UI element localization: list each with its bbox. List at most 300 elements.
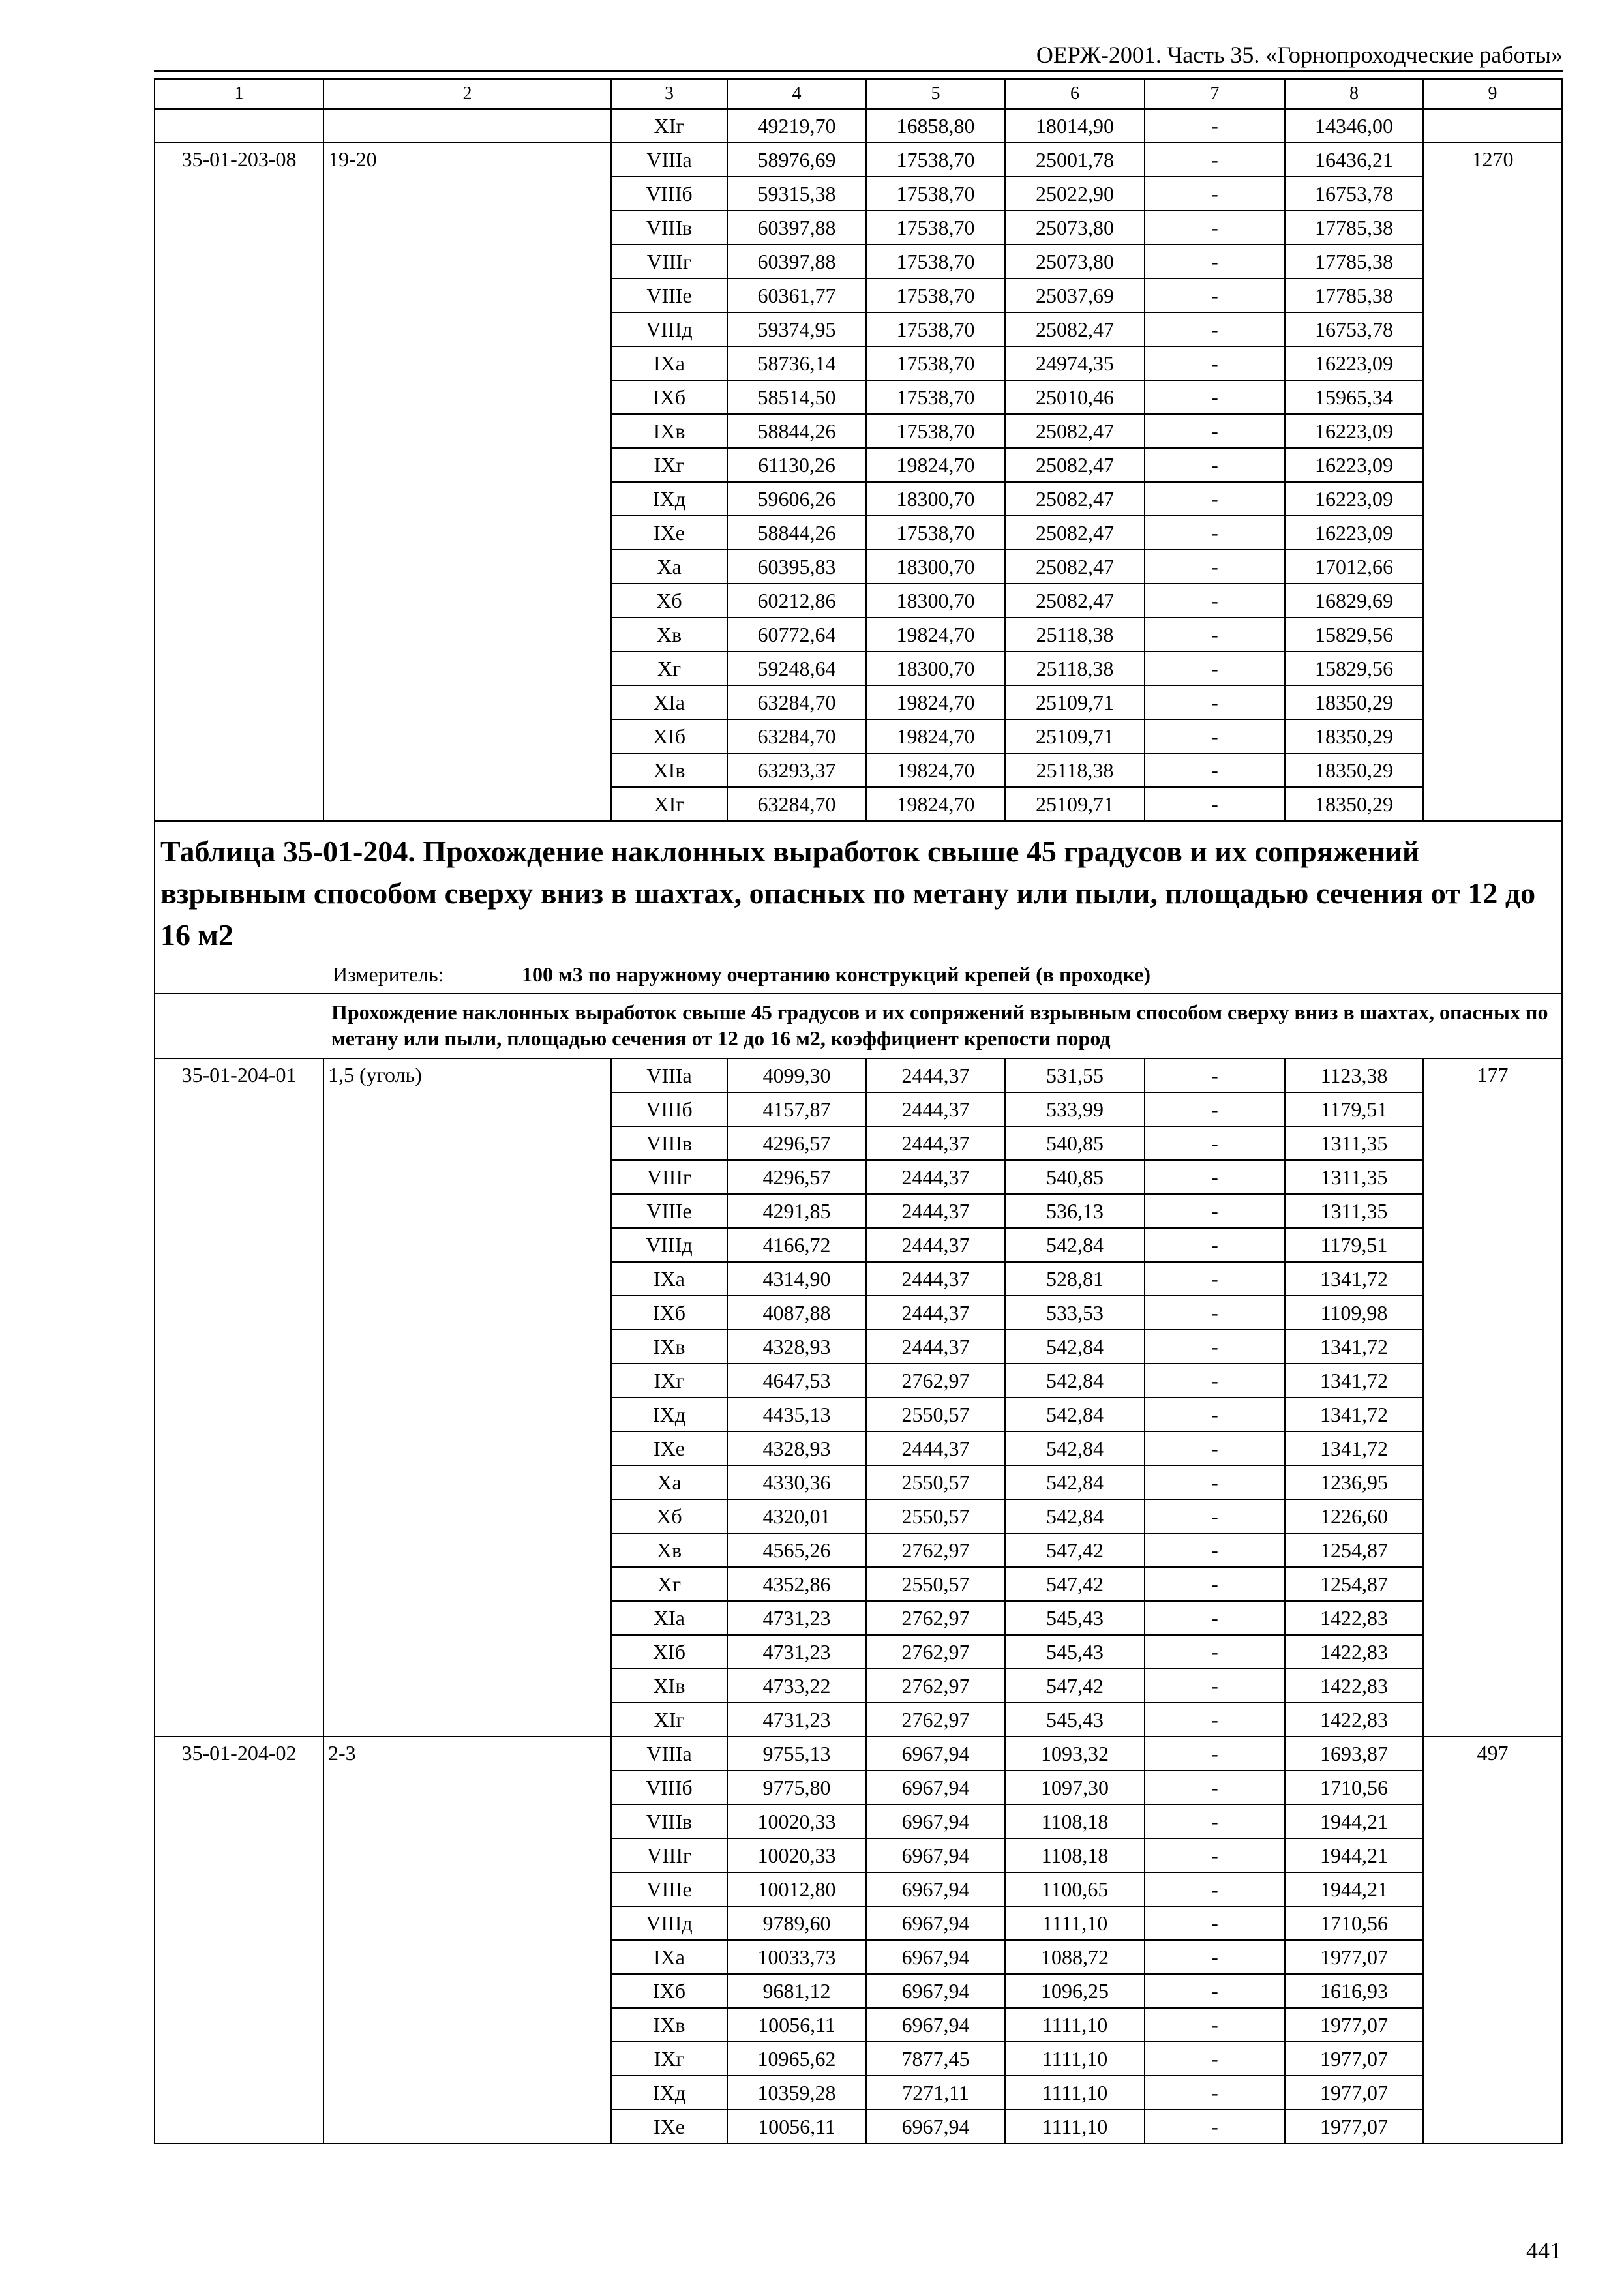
value-cell-c8: 16223,09 (1285, 414, 1423, 448)
value-cell-c4: 9755,13 (727, 1737, 866, 1771)
value-cell-c5: 18300,70 (866, 584, 1005, 618)
value-cell-c5: 2444,37 (866, 1160, 1005, 1194)
value-cell-c7: - (1145, 584, 1285, 618)
value-cell-c4: 4157,87 (727, 1092, 866, 1126)
value-cell-c6: 542,84 (1005, 1228, 1145, 1262)
value-cell-c6: 25118,38 (1005, 618, 1145, 651)
value-cell-c4: 58976,69 (727, 143, 866, 177)
value-cell-c7: - (1145, 651, 1285, 685)
value-cell-c3: VIIIд (611, 1228, 727, 1262)
value-cell-c6: 547,42 (1005, 1567, 1145, 1601)
value-cell-c4: 10359,28 (727, 2076, 866, 2110)
value-cell-c8: 18350,29 (1285, 787, 1423, 821)
value-cell-c4: 10965,62 (727, 2042, 866, 2076)
value-cell-c3: Xб (611, 1499, 727, 1533)
value-cell-c6: 542,84 (1005, 1364, 1145, 1398)
value-cell-c6: 1097,30 (1005, 1771, 1145, 1804)
value-cell-c3: Xг (611, 651, 727, 685)
value-cell-c4: 4330,36 (727, 1465, 866, 1499)
value-cell-c3: IXе (611, 2110, 727, 2144)
value-cell-c6: 542,84 (1005, 1330, 1145, 1364)
count-cell: 497 (1423, 1737, 1562, 2144)
table-row (155, 143, 1562, 177)
value-cell-c5: 2762,97 (866, 1669, 1005, 1703)
value-cell-c8: 1422,83 (1285, 1703, 1423, 1737)
value-cell-c7: - (1145, 1974, 1285, 2008)
value-cell-c5: 17538,70 (866, 380, 1005, 414)
value-cell-c6: 25037,69 (1005, 278, 1145, 312)
value-cell-c3: VIIIа (611, 1737, 727, 1771)
value-cell-c7: - (1145, 1364, 1285, 1398)
value-cell-c3: VIIIе (611, 1194, 727, 1228)
value-cell-c8: 1109,98 (1285, 1296, 1423, 1330)
value-cell-c3: IXа (611, 1940, 727, 1974)
value-cell-c7: - (1145, 1465, 1285, 1499)
value-cell-c3: XIг (611, 1703, 727, 1737)
value-cell-c6: 540,85 (1005, 1126, 1145, 1160)
value-cell-c4: 59606,26 (727, 482, 866, 516)
value-cell-c5: 2444,37 (866, 1058, 1005, 1092)
value-cell-c3: IXв (611, 414, 727, 448)
value-cell-c4: 59374,95 (727, 312, 866, 346)
value-cell-c7: - (1145, 1092, 1285, 1126)
value-cell-c4: 4328,93 (727, 1330, 866, 1364)
value-cell-c8: 17785,38 (1285, 278, 1423, 312)
value-cell-c3: Xв (611, 1533, 727, 1567)
value-cell-c7: - (1145, 211, 1285, 245)
value-cell-c7: - (1145, 109, 1285, 143)
value-cell-c4: 4314,90 (727, 1262, 866, 1296)
value-cell-c4: 60772,64 (727, 618, 866, 651)
value-cell-c7: - (1145, 1601, 1285, 1635)
value-cell-c3: VIIIб (611, 177, 727, 211)
value-cell-c4: 63284,70 (727, 719, 866, 753)
value-cell-c3: IXа (611, 1262, 727, 1296)
value-cell-c7: - (1145, 177, 1285, 211)
value-cell-c6: 1111,10 (1005, 2110, 1145, 2144)
value-cell-c6: 1096,25 (1005, 1974, 1145, 2008)
column-number: 4 (727, 79, 866, 109)
value-cell-c3: VIIIб (611, 1771, 727, 1804)
value-cell-c6: 25082,47 (1005, 448, 1145, 482)
value-cell-c7: - (1145, 1160, 1285, 1194)
value-cell-c3: IXг (611, 1364, 727, 1398)
value-cell-c4: 4087,88 (727, 1296, 866, 1330)
param-cell: 2-3 (323, 1737, 611, 2144)
value-cell-c6: 25073,80 (1005, 211, 1145, 245)
header-title: ОЕРЖ-2001. Часть 35. «Горнопроходческие работы» (1036, 42, 1563, 68)
value-cell-c8: 16753,78 (1285, 312, 1423, 346)
value-cell-c6: 25109,71 (1005, 719, 1145, 753)
value-cell-c4: 60395,83 (727, 550, 866, 584)
value-cell-c5: 2762,97 (866, 1533, 1005, 1567)
value-cell-c3: XIг (611, 109, 727, 143)
value-cell-c7: - (1145, 1703, 1285, 1737)
value-cell-c6: 25082,47 (1005, 414, 1145, 448)
value-cell-c8: 1236,95 (1285, 1465, 1423, 1499)
value-cell-c3: VIIIб (611, 1092, 727, 1126)
value-cell-c3: IXе (611, 1431, 727, 1465)
column-number: 8 (1285, 79, 1423, 109)
value-cell-c3: Xа (611, 1465, 727, 1499)
value-cell-c6: 25082,47 (1005, 584, 1145, 618)
value-cell-c4: 49219,70 (727, 109, 866, 143)
param-cell (323, 109, 611, 143)
value-cell-c4: 4733,22 (727, 1669, 866, 1703)
value-cell-c7: - (1145, 1398, 1285, 1431)
value-cell-c4: 4731,23 (727, 1601, 866, 1635)
value-cell-c5: 2550,57 (866, 1499, 1005, 1533)
value-cell-c7: - (1145, 685, 1285, 719)
value-cell-c3: VIIIе (611, 1872, 727, 1906)
value-cell-c3: VIIIг (611, 1838, 727, 1872)
value-cell-c6: 25109,71 (1005, 787, 1145, 821)
value-cell-c3: XIг (611, 787, 727, 821)
value-cell-c5: 19824,70 (866, 618, 1005, 651)
value-cell-c4: 61130,26 (727, 448, 866, 482)
value-cell-c6: 545,43 (1005, 1601, 1145, 1635)
value-cell-c7: - (1145, 1669, 1285, 1703)
value-cell-c5: 17538,70 (866, 278, 1005, 312)
value-cell-c3: IXб (611, 380, 727, 414)
value-cell-c8: 1341,72 (1285, 1398, 1423, 1431)
value-cell-c5: 2762,97 (866, 1364, 1005, 1398)
value-cell-c8: 17012,66 (1285, 550, 1423, 584)
value-cell-c4: 59315,38 (727, 177, 866, 211)
value-cell-c4: 9775,80 (727, 1771, 866, 1804)
value-cell-c4: 9681,12 (727, 1974, 866, 2008)
value-cell-c8: 1254,87 (1285, 1567, 1423, 1601)
value-cell-c7: - (1145, 1567, 1285, 1601)
value-cell-c3: VIIIе (611, 278, 727, 312)
value-cell-c6: 25118,38 (1005, 753, 1145, 787)
value-cell-c6: 542,84 (1005, 1465, 1145, 1499)
value-cell-c7: - (1145, 753, 1285, 787)
value-cell-c4: 60361,77 (727, 278, 866, 312)
value-cell-c8: 18350,29 (1285, 685, 1423, 719)
value-cell-c6: 1100,65 (1005, 1872, 1145, 1906)
value-cell-c8: 15965,34 (1285, 380, 1423, 414)
value-cell-c8: 1422,83 (1285, 1635, 1423, 1669)
value-cell-c6: 542,84 (1005, 1499, 1145, 1533)
value-cell-c6: 25082,47 (1005, 516, 1145, 550)
value-cell-c3: IXе (611, 516, 727, 550)
value-cell-c4: 10033,73 (727, 1940, 866, 1974)
value-cell-c3: Xа (611, 550, 727, 584)
value-cell-c4: 63284,70 (727, 787, 866, 821)
column-number: 1 (155, 79, 323, 109)
value-cell-c7: - (1145, 1296, 1285, 1330)
code-cell (155, 109, 323, 143)
value-cell-c4: 58844,26 (727, 516, 866, 550)
value-cell-c5: 2444,37 (866, 1092, 1005, 1126)
value-cell-c8: 1422,83 (1285, 1669, 1423, 1703)
value-cell-c7: - (1145, 2042, 1285, 2076)
value-cell-c4: 4435,13 (727, 1398, 866, 1431)
value-cell-c8: 1977,07 (1285, 2008, 1423, 2042)
value-cell-c7: - (1145, 1737, 1285, 1771)
value-cell-c8: 1616,93 (1285, 1974, 1423, 2008)
value-cell-c3: VIIIв (611, 1126, 727, 1160)
code-cell: 35-01-204-02 (155, 1737, 323, 2144)
value-cell-c7: - (1145, 1838, 1285, 1872)
value-cell-c6: 528,81 (1005, 1262, 1145, 1296)
value-cell-c3: VIIIв (611, 211, 727, 245)
value-cell-c4: 63284,70 (727, 685, 866, 719)
value-cell-c5: 6967,94 (866, 1771, 1005, 1804)
value-cell-c3: IXв (611, 2008, 727, 2042)
param-cell: 19-20 (323, 143, 611, 821)
value-cell-c8: 1422,83 (1285, 1601, 1423, 1635)
value-cell-c7: - (1145, 1771, 1285, 1804)
value-cell-c8: 1977,07 (1285, 1940, 1423, 1974)
code-cell: 35-01-204-01 (155, 1058, 323, 1737)
value-cell-c5: 2444,37 (866, 1431, 1005, 1465)
value-cell-c5: 2550,57 (866, 1465, 1005, 1499)
value-cell-c5: 19824,70 (866, 787, 1005, 821)
value-cell-c7: - (1145, 414, 1285, 448)
value-cell-c7: - (1145, 1533, 1285, 1567)
value-cell-c3: IXб (611, 1296, 727, 1330)
value-cell-c4: 4296,57 (727, 1126, 866, 1160)
value-cell-c3: Xв (611, 618, 727, 651)
table-title: Таблица 35-01-204. Прохождение наклонных выработок свыше 45 градусов и их сопряжений взрывным способом сверху вниз в шахтах, опасных по метану или пыли, площадью сечения от 12 до 16 м2 (160, 835, 1536, 951)
value-cell-c5: 2444,37 (866, 1228, 1005, 1262)
column-number: 5 (866, 79, 1005, 109)
value-cell-c3: IXв (611, 1330, 727, 1364)
value-cell-c7: - (1145, 1262, 1285, 1296)
value-cell-c6: 18014,90 (1005, 109, 1145, 143)
value-cell-c5: 2444,37 (866, 1126, 1005, 1160)
value-cell-c3: IXб (611, 1974, 727, 2008)
value-cell-c6: 24974,35 (1005, 346, 1145, 380)
value-cell-c5: 6967,94 (866, 1737, 1005, 1771)
table-caption (155, 821, 1562, 993)
value-cell-c7: - (1145, 312, 1285, 346)
value-cell-c5: 2444,37 (866, 1296, 1005, 1330)
param-cell: 1,5 (уголь) (323, 1058, 611, 1737)
value-cell-c8: 1944,21 (1285, 1838, 1423, 1872)
value-cell-c4: 4647,53 (727, 1364, 866, 1398)
value-cell-c6: 25073,80 (1005, 245, 1145, 278)
column-numbers-row (155, 79, 1562, 109)
header-rule (154, 70, 1563, 72)
value-cell-c7: - (1145, 550, 1285, 584)
value-cell-c3: XIа (611, 1601, 727, 1635)
value-cell-c8: 15829,56 (1285, 651, 1423, 685)
value-cell-c3: IXг (611, 2042, 727, 2076)
page-number: 441 (1526, 2237, 1561, 2264)
value-cell-c8: 16829,69 (1285, 584, 1423, 618)
value-cell-c4: 4320,01 (727, 1499, 866, 1533)
value-cell-c5: 2762,97 (866, 1601, 1005, 1635)
column-number: 9 (1423, 79, 1562, 109)
value-cell-c5: 2550,57 (866, 1567, 1005, 1601)
count-cell (1423, 109, 1562, 143)
value-cell-c4: 4291,85 (727, 1194, 866, 1228)
value-cell-c6: 531,55 (1005, 1058, 1145, 1092)
value-cell-c8: 1977,07 (1285, 2042, 1423, 2076)
value-cell-c5: 18300,70 (866, 550, 1005, 584)
value-cell-c7: - (1145, 278, 1285, 312)
value-cell-c8: 1254,87 (1285, 1533, 1423, 1567)
value-cell-c4: 4328,93 (727, 1431, 866, 1465)
table-caption-row (155, 821, 1562, 993)
value-cell-c8: 1710,56 (1285, 1771, 1423, 1804)
value-cell-c8: 1710,56 (1285, 1906, 1423, 1940)
value-cell-c4: 59248,64 (727, 651, 866, 685)
value-cell-c6: 1111,10 (1005, 2076, 1145, 2110)
value-cell-c6: 25022,90 (1005, 177, 1145, 211)
value-cell-c3: VIIIд (611, 1906, 727, 1940)
value-cell-c6: 547,42 (1005, 1533, 1145, 1567)
value-cell-c6: 1111,10 (1005, 2042, 1145, 2076)
value-cell-c6: 25109,71 (1005, 685, 1145, 719)
table-row (155, 1737, 1562, 1771)
value-cell-c6: 25118,38 (1005, 651, 1145, 685)
value-cell-c4: 10020,33 (727, 1804, 866, 1838)
value-cell-c6: 25001,78 (1005, 143, 1145, 177)
value-cell-c8: 16223,09 (1285, 346, 1423, 380)
value-cell-c7: - (1145, 1058, 1285, 1092)
value-cell-c6: 1093,32 (1005, 1737, 1145, 1771)
value-cell-c4: 4352,86 (727, 1567, 866, 1601)
value-cell-c8: 14346,00 (1285, 109, 1423, 143)
value-cell-c8: 1341,72 (1285, 1262, 1423, 1296)
value-cell-c5: 2762,97 (866, 1703, 1005, 1737)
value-cell-c7: - (1145, 448, 1285, 482)
value-cell-c4: 4731,23 (727, 1635, 866, 1669)
value-cell-c3: XIв (611, 753, 727, 787)
value-cell-c8: 1311,35 (1285, 1160, 1423, 1194)
value-cell-c5: 6967,94 (866, 1872, 1005, 1906)
value-cell-c5: 6967,94 (866, 1940, 1005, 1974)
value-cell-c4: 60212,86 (727, 584, 866, 618)
value-cell-c5: 18300,70 (866, 482, 1005, 516)
value-cell-c4: 10012,80 (727, 1872, 866, 1906)
value-cell-c7: - (1145, 1330, 1285, 1364)
value-cell-c7: - (1145, 1194, 1285, 1228)
description-cell: Прохождение наклонных выработок свыше 45 градусов и их сопряжений взрывным способом сверху вниз в шахтах, опасных по метану или пыли, площадью сечения от 12 до 16 м2, коэффициент крепости пород (155, 993, 1562, 1058)
value-cell-c7: - (1145, 2110, 1285, 2144)
count-cell: 1270 (1423, 143, 1562, 821)
value-cell-c7: - (1145, 1906, 1285, 1940)
value-cell-c3: VIIIг (611, 245, 727, 278)
column-number: 7 (1145, 79, 1285, 109)
value-cell-c8: 18350,29 (1285, 753, 1423, 787)
value-cell-c6: 542,84 (1005, 1431, 1145, 1465)
column-number: 3 (611, 79, 727, 109)
value-cell-c8: 1311,35 (1285, 1126, 1423, 1160)
value-cell-c5: 6967,94 (866, 1974, 1005, 2008)
value-cell-c5: 17538,70 (866, 414, 1005, 448)
value-cell-c7: - (1145, 2076, 1285, 2110)
value-cell-c8: 1944,21 (1285, 1804, 1423, 1838)
value-cell-c5: 17538,70 (866, 516, 1005, 550)
code-cell: 35-01-203-08 (155, 143, 323, 821)
value-cell-c4: 9789,60 (727, 1906, 866, 1940)
value-cell-c4: 58736,14 (727, 346, 866, 380)
value-cell-c6: 25082,47 (1005, 550, 1145, 584)
value-cell-c5: 17538,70 (866, 245, 1005, 278)
value-cell-c7: - (1145, 1499, 1285, 1533)
value-cell-c3: VIIIа (611, 1058, 727, 1092)
table-row (155, 1058, 1562, 1092)
value-cell-c4: 4731,23 (727, 1703, 866, 1737)
value-cell-c8: 1944,21 (1285, 1872, 1423, 1906)
rates-table-container (154, 78, 1561, 2144)
value-cell-c5: 17538,70 (866, 143, 1005, 177)
value-cell-c5: 7271,11 (866, 2076, 1005, 2110)
value-cell-c7: - (1145, 245, 1285, 278)
value-cell-c3: Xб (611, 584, 727, 618)
value-cell-c4: 63293,37 (727, 753, 866, 787)
value-cell-c3: VIIIг (611, 1160, 727, 1194)
value-cell-c5: 2550,57 (866, 1398, 1005, 1431)
value-cell-c7: - (1145, 1228, 1285, 1262)
value-cell-c3: VIIIд (611, 312, 727, 346)
value-cell-c6: 1088,72 (1005, 1940, 1145, 1974)
value-cell-c4: 58844,26 (727, 414, 866, 448)
table-row (155, 109, 1562, 143)
value-cell-c3: IXа (611, 346, 727, 380)
value-cell-c7: - (1145, 346, 1285, 380)
value-cell-c8: 1123,38 (1285, 1058, 1423, 1092)
value-cell-c8: 1977,07 (1285, 2076, 1423, 2110)
column-number: 6 (1005, 79, 1145, 109)
value-cell-c8: 18350,29 (1285, 719, 1423, 753)
value-cell-c5: 6967,94 (866, 2110, 1005, 2144)
value-cell-c4: 58514,50 (727, 380, 866, 414)
count-cell: 177 (1423, 1058, 1562, 1737)
value-cell-c6: 545,43 (1005, 1703, 1145, 1737)
value-cell-c6: 1111,10 (1005, 2008, 1145, 2042)
value-cell-c4: 4099,30 (727, 1058, 866, 1092)
value-cell-c5: 2444,37 (866, 1194, 1005, 1228)
value-cell-c7: - (1145, 1804, 1285, 1838)
value-cell-c3: XIа (611, 685, 727, 719)
value-cell-c4: 10020,33 (727, 1838, 866, 1872)
value-cell-c8: 16223,09 (1285, 482, 1423, 516)
value-cell-c4: 60397,88 (727, 211, 866, 245)
value-cell-c8: 15829,56 (1285, 618, 1423, 651)
value-cell-c6: 533,53 (1005, 1296, 1145, 1330)
value-cell-c8: 1179,51 (1285, 1092, 1423, 1126)
column-number: 2 (323, 79, 611, 109)
value-cell-c7: - (1145, 618, 1285, 651)
value-cell-c5: 19824,70 (866, 685, 1005, 719)
measure-label: Измеритель: (333, 963, 444, 986)
value-cell-c7: - (1145, 719, 1285, 753)
rates-table-body (155, 79, 1562, 2144)
value-cell-c7: - (1145, 1872, 1285, 1906)
value-cell-c8: 1311,35 (1285, 1194, 1423, 1228)
value-cell-c5: 17538,70 (866, 211, 1005, 245)
value-cell-c7: - (1145, 143, 1285, 177)
value-cell-c5: 16858,80 (866, 109, 1005, 143)
value-cell-c8: 1693,87 (1285, 1737, 1423, 1771)
value-cell-c3: XIб (611, 1635, 727, 1669)
value-cell-c3: IXд (611, 2076, 727, 2110)
value-cell-c8: 1977,07 (1285, 2110, 1423, 2144)
value-cell-c4: 4166,72 (727, 1228, 866, 1262)
value-cell-c5: 2444,37 (866, 1262, 1005, 1296)
value-cell-c8: 16223,09 (1285, 516, 1423, 550)
value-cell-c8: 1226,60 (1285, 1499, 1423, 1533)
value-cell-c7: - (1145, 1940, 1285, 1974)
value-cell-c3: IXг (611, 448, 727, 482)
page-header (154, 37, 1563, 73)
